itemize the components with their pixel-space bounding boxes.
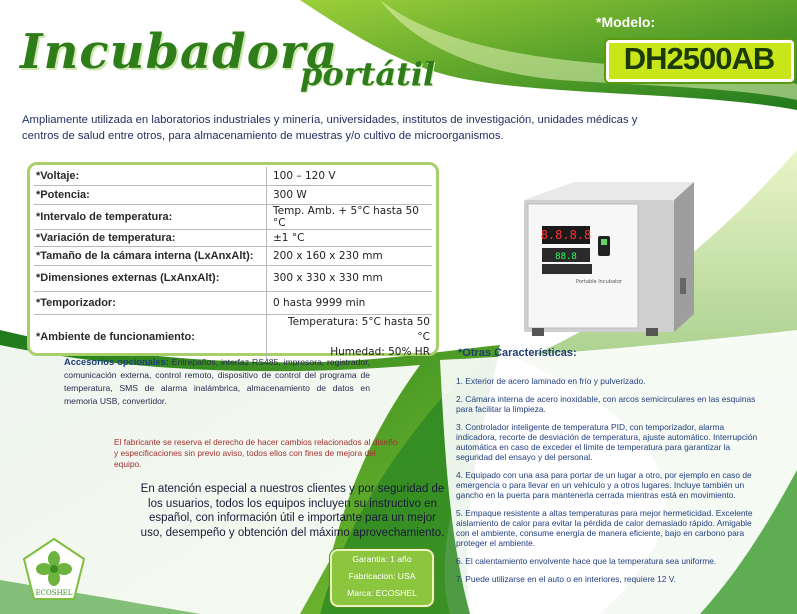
list-item: 3. Controlador inteligente de temperatura PID, con temporizador, alarma indicadora, recorte de desviación de temperatura, ajuste automático. Interrupción automática en caso de exceder el límite de temperatura para garantizar la seguridad del ensayo y del personal. [456, 422, 758, 462]
spec-value: 200 x 160 x 230 mm [267, 246, 433, 265]
spec-row-temp-variation [34, 229, 432, 246]
spec-label: *Tamaño de la cámara interna (LxAnxAlt): [34, 246, 267, 265]
spec-label: *Temporizador: [34, 291, 267, 314]
page-title: Incubadora [20, 24, 339, 80]
page-subtitle: portátil [300, 55, 436, 93]
attention-notice: En atención especial a nuestros clientes y por seguridad de los usuarios, todos los equipos incluyen su instructivo en español, con información útil e importante para un mejor uso, desempeño y obtención del máximo aprovechamiento. [140, 483, 445, 539]
svg-text:88.8: 88.8 [555, 252, 577, 262]
list-item: 6. El calentamiento envolvente hace que la temperatura sea uniforme. [456, 556, 717, 566]
list-item: 7. Puede utilizarse en el auto o en interiores, requiere 12 V. [456, 574, 676, 584]
warranty-line: Garantia: 1 año [352, 554, 412, 564]
list-item: 5. Empaque resistente a altas temperaturas para mejor hermeticidad. Excelente aislamiento de calor para evitar la pérdida de calor demasiado rápido. Amigable con el ambiente, consume energía de manera eficiente, bajo en carbono para proteger el ambiente. [456, 508, 753, 548]
device-brand: Portable Incubator [576, 279, 623, 285]
ecoshel-logo [22, 537, 86, 607]
brand-line: Marca: ECOSHEL [347, 588, 417, 598]
spec-value: 100 – 120 V [267, 167, 433, 185]
list-item: 2. Cámara interna de acero inoxidable, con arcos semicirculares en las esquinas para facilitar la limpieza. [456, 394, 756, 414]
logo-text: ECOSHEL [35, 589, 73, 597]
spec-row-voltage [34, 167, 432, 185]
spec-row-chamber-size [34, 246, 432, 265]
accessories-text: Entrepaños, interfaz RS485, impresora, registrador, comunicación externa, control remoto, dispositivo de control del programa de temperatura, SMS de alarma inalámbrica, almacenamiento de datos en memoria USB, convertidor. [64, 357, 370, 406]
spec-row-timer [34, 291, 432, 314]
spec-value: ±1 °C [267, 229, 433, 246]
incubator-product-image [516, 178, 696, 340]
model-code: DH2500AB [623, 41, 775, 76]
spec-row-external-dimensions [34, 265, 432, 291]
spec-label: *Variación de temperatura: [34, 229, 267, 246]
spec-value: 300 x 330 x 330 mm [267, 265, 433, 291]
spec-label: *Intervalo de temperatura: [34, 204, 267, 229]
spec-value: 300 W [267, 185, 433, 204]
spec-row-temp-range [34, 204, 432, 229]
warranty-box [330, 549, 434, 607]
spec-row-power [34, 185, 432, 204]
other-features-title: *Otras Características: [458, 347, 577, 359]
fabrication-line: Fabricacion: USA [348, 571, 416, 581]
other-features-list [456, 376, 766, 592]
spec-table [27, 162, 439, 356]
spec-value: Temp. Amb. + 5°C hasta 50 °C [267, 204, 433, 229]
list-item: 4. Equipado con una asa para portar de un lugar a otro, por ejemplo en caso de emergencia o para llevar en un vehículo y a otros lugares. Incluye también un gancho en la puerta para mantenerla cerrada mientras está en movimiento. [456, 470, 752, 500]
spec-row-operating-environment [34, 314, 432, 360]
accessories-label: Accesorios opcionales: [64, 357, 169, 367]
intro-paragraph: Ampliamente utilizada en laboratorios industriales y minería, universidades, institutos de investigación, unidades médicas y centros de salud entre otros, para almacenamiento de muestras y/o cultivo de microorganismos. [22, 114, 638, 142]
spec-label: *Voltaje: [34, 167, 267, 185]
spec-value [267, 314, 433, 360]
spec-label: *Dimensiones externas (LxAnxAlt): [34, 265, 267, 291]
spec-value-line: Temperatura: 5°C hasta 50 °C [287, 315, 430, 343]
device-display-reading: 8.8.8.8 [540, 228, 592, 242]
spec-value-line: Humedad: 50% HR [330, 345, 430, 358]
list-item: 1. Exterior de acero laminado en frío y pulverizado. [456, 376, 646, 386]
model-label: *Modelo: [596, 14, 656, 30]
accessories-block [64, 356, 370, 408]
spec-value: 0 hasta 9999 min [267, 291, 433, 314]
disclaimer-text: El fabricante se reserva el derecho de hacer cambios relacionados al diseño y especificaciones sin previo aviso, todos ellos con fines de mejora del equipo. [114, 437, 398, 469]
spec-label: *Ambiente de funcionamiento: [34, 314, 267, 360]
spec-label: *Potencia: [34, 185, 267, 204]
